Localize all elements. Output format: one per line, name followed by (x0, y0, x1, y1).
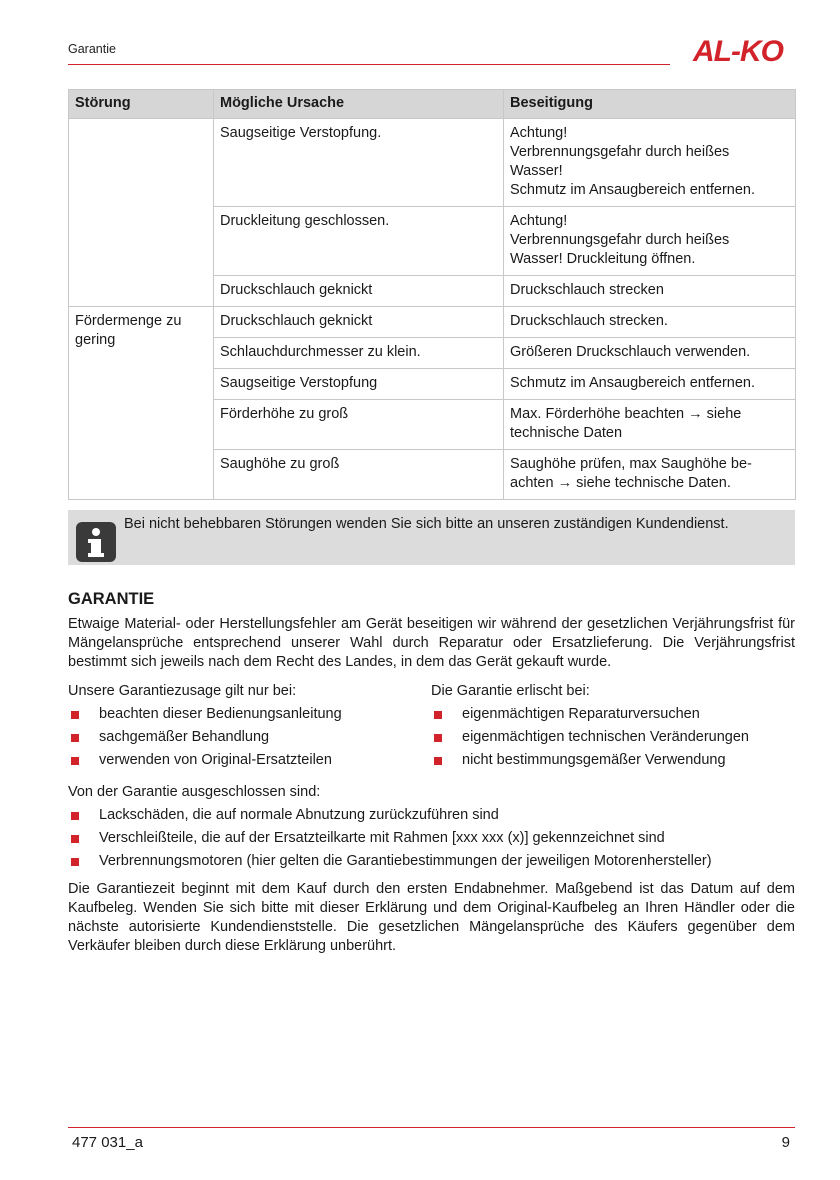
ursache-cell: Saugseitige Verstopfung. (214, 119, 504, 207)
footer-doc-number: 477 031_a (72, 1134, 143, 1151)
bullet-square-icon (71, 757, 79, 765)
excluded-list (68, 806, 795, 871)
beseitigung-line: Wasser! (510, 163, 563, 179)
bullet-square-icon (434, 711, 442, 719)
info-note-text: Bei nicht behebbaren Störungen wenden Sie sich bitte an unseren zuständigen Kundendienst. (124, 516, 729, 532)
svg-text:AL-KO: AL-KO (693, 35, 783, 66)
beseitigung-line: Verbrennungsgefahr durch heißes (510, 232, 730, 248)
header-rule (68, 64, 670, 65)
valid-list (68, 705, 428, 770)
footer-rule (68, 1127, 795, 1128)
troubleshooting-table (68, 89, 796, 500)
list-item: sachgemäßer Behandlung (68, 728, 428, 747)
beseitigung-line: Schmutz im Ansaugbereich entfernen. (510, 375, 756, 391)
list-item: Verschleißteile, die auf der Ersatzteilkarte mit Rahmen [xxx xxx (x)] gekennzeichnet sind (68, 829, 795, 848)
column-header: Störung (69, 90, 214, 119)
bullet-square-icon (434, 734, 442, 742)
ursache-cell: Druckschlauch geknickt (214, 276, 504, 307)
ursache-cell: Förderhöhe zu groß (214, 400, 504, 450)
excluded-conditions (68, 783, 795, 875)
beseitigung-cell (504, 450, 796, 500)
ursache-cell: Saughöhe zu groß (214, 450, 504, 500)
beseitigung-line: technische Daten (510, 425, 623, 441)
garantie-closing: Die Garantiezeit beginnt mit dem Kauf durch den ersten Endabnehmer. Maßgebend ist das Datum auf dem Kaufbeleg. Wenden Sie sich bitte mit dieser Erklärung und dem Original-Kaufbeleg an Ihren Händler oder die nächste autorisierte Kundendienststelle. Die gesetzlichen Mängelansprüche des Käufers gegenüber dem Verkäufer bleiben durch diese Erklärung unberührt. (68, 881, 795, 954)
beseitigung-cell (504, 369, 796, 400)
list-item: nicht bestimmungsgemäßer Verwendung (431, 751, 791, 770)
table-header-row (69, 90, 796, 119)
ursache-cell: Druckleitung geschlossen. (214, 207, 504, 276)
bullet-square-icon (71, 734, 79, 742)
stoerung-cell: Fördermenge zu gering (69, 307, 214, 500)
ursache-cell: Druckschlauch geknickt (214, 307, 504, 338)
ursache-cell: Schlauchdurchmesser zu klein. (214, 338, 504, 369)
beseitigung-line: Saughöhe prüfen, max Saughöhe be- (510, 456, 752, 472)
void-conditions (431, 682, 791, 774)
al-ko-logo (680, 34, 796, 66)
beseitigung-cell (504, 207, 796, 276)
beseitigung-cell (504, 307, 796, 338)
beseitigung-cell (504, 338, 796, 369)
beseitigung-line: Druckschlauch strecken. (510, 313, 668, 329)
beseitigung-cell (504, 400, 796, 450)
stoerung-cell (69, 119, 214, 307)
beseitigung-line: Verbrennungsgefahr durch heißes (510, 144, 730, 160)
beseitigung-line: Wasser! Druckleitung öffnen. (510, 251, 696, 267)
header-section-title: Garantie (68, 42, 116, 56)
beseitigung-line: Schmutz im Ansaugbereich entfernen. (510, 182, 756, 198)
info-icon (76, 522, 116, 562)
beseitigung-line: Max. Förderhöhe beachten → siehe (510, 406, 742, 422)
list-item: eigenmächtigen Reparaturversuchen (431, 705, 791, 724)
valid-conditions (68, 682, 428, 774)
void-heading: Die Garantie erlischt bei: (431, 683, 590, 699)
garantie-intro: Etwaige Material- oder Herstellungsfehler am Gerät beseitigen wir während der gesetzlichen Verjährungsfrist für Mängelansprüche entsprechend unserer Wahl durch Reparatur oder Ersatzlieferung. Die Verjährungsfrist bestimmt sich jeweils nach dem Recht des Landes, in dem das Gerät gekauft wurde. (68, 616, 795, 670)
beseitigung-line: Achtung! (510, 125, 568, 141)
ursache-cell: Saugseitige Verstopfung (214, 369, 504, 400)
bullet-square-icon (71, 711, 79, 719)
excluded-heading: Von der Garantie ausgeschlossen sind: (68, 784, 321, 800)
beseitigung-line: Achtung! (510, 213, 568, 229)
beseitigung-line: achten → siehe technische Daten. (510, 475, 731, 491)
beseitigung-cell (504, 119, 796, 207)
beseitigung-line: Größeren Druckschlauch verwenden. (510, 344, 751, 360)
bullet-square-icon (71, 812, 79, 820)
garantie-title: GARANTIE (68, 590, 155, 608)
beseitigung-line: Druckschlauch strecken (510, 282, 664, 298)
list-item: verwenden von Original-Ersatzteilen (68, 751, 428, 770)
table-row (69, 307, 796, 338)
valid-heading: Unsere Garantiezusage gilt nur bei: (68, 683, 297, 699)
info-note-box (68, 510, 795, 565)
list-item: beachten dieser Bedienungsanleitung (68, 705, 428, 724)
beseitigung-cell (504, 276, 796, 307)
list-item: Verbrennungsmotoren (hier gelten die Garantiebestimmungen der jeweiligen Motorenhersteller) (68, 852, 795, 871)
list-item: eigenmächtigen technischen Veränderungen (431, 728, 791, 747)
column-header: Mögliche Ursache (214, 90, 504, 119)
bullet-square-icon (71, 858, 79, 866)
bullet-square-icon (71, 835, 79, 843)
list-item: Lackschäden, die auf normale Abnutzung zurückzuführen sind (68, 806, 795, 825)
column-header: Beseitigung (504, 90, 796, 119)
void-list (431, 705, 791, 770)
table-row (69, 119, 796, 207)
bullet-square-icon (434, 757, 442, 765)
footer-page-number: 9 (781, 1134, 790, 1151)
